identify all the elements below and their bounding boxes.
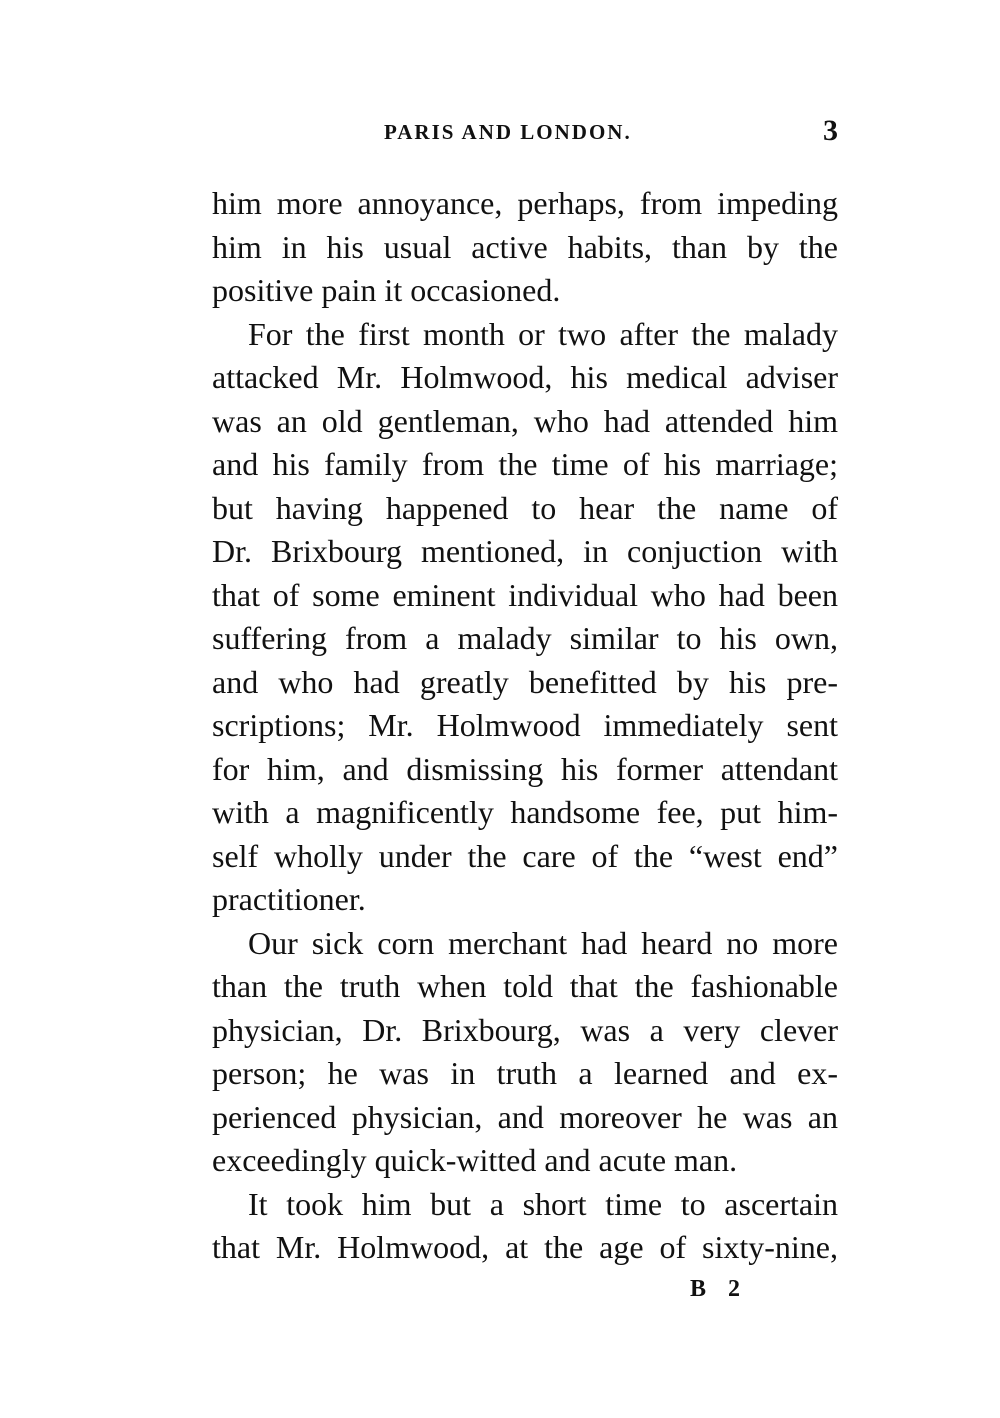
text-line: than the truth when told that the fashionable [212, 968, 838, 1004]
text-line: It took him but a short time to ascertain [248, 1185, 838, 1222]
text-line: positive pain it occasioned. [212, 272, 561, 308]
text-line: Dr. Brixbourg mentioned, in conjuction with [212, 533, 838, 569]
text-line: but having happened to hear the name of [212, 489, 838, 526]
text-line: For the first month or two after the malady [248, 315, 838, 352]
text-line: Our sick corn merchant had heard no more [248, 924, 838, 961]
text-line: person; he was in truth a learned and ex- [212, 1055, 838, 1091]
text-line: self wholly under the care of the “west end” [212, 837, 838, 874]
text-line: that of some eminent individual who had been [212, 576, 838, 613]
text-line: him in his usual active habits, than by the [212, 228, 838, 265]
text-line: him more annoyance, perhaps, from impeding [212, 185, 838, 221]
text-line: was an old gentleman, who had attended him [212, 402, 838, 439]
signature-mark: B 2 [690, 1276, 749, 1302]
text-line: and his family from the time of his marriage; [212, 446, 838, 482]
text-line: practitioner. [212, 881, 366, 917]
body-text [212, 182, 838, 1270]
text-line: physician, Dr. Brixbourg, was a very clever [212, 1011, 838, 1048]
running-head [212, 116, 838, 152]
text-line: and who had greatly benefitted by his pre- [212, 663, 838, 700]
text-line: for him, and dismissing his former attendant [212, 750, 838, 787]
text-line: attacked Mr. Holmwood, his medical adviser [212, 359, 838, 395]
text-line: exceedingly quick-witted and acute man. [212, 1142, 738, 1178]
text-line: suffering from a malady similar to his own, [212, 620, 838, 656]
text-line: with a magnificently handsome fee, put him- [212, 794, 838, 830]
text-line: perienced physician, and moreover he was an [212, 1098, 838, 1135]
page-number: 3 [823, 114, 838, 147]
text-line: scriptions; Mr. Holmwood immediately sent [212, 707, 838, 743]
running-title: PARIS AND LONDON. [384, 120, 632, 144]
text-line: that Mr. Holmwood, at the age of sixty-nine, [212, 1229, 838, 1265]
